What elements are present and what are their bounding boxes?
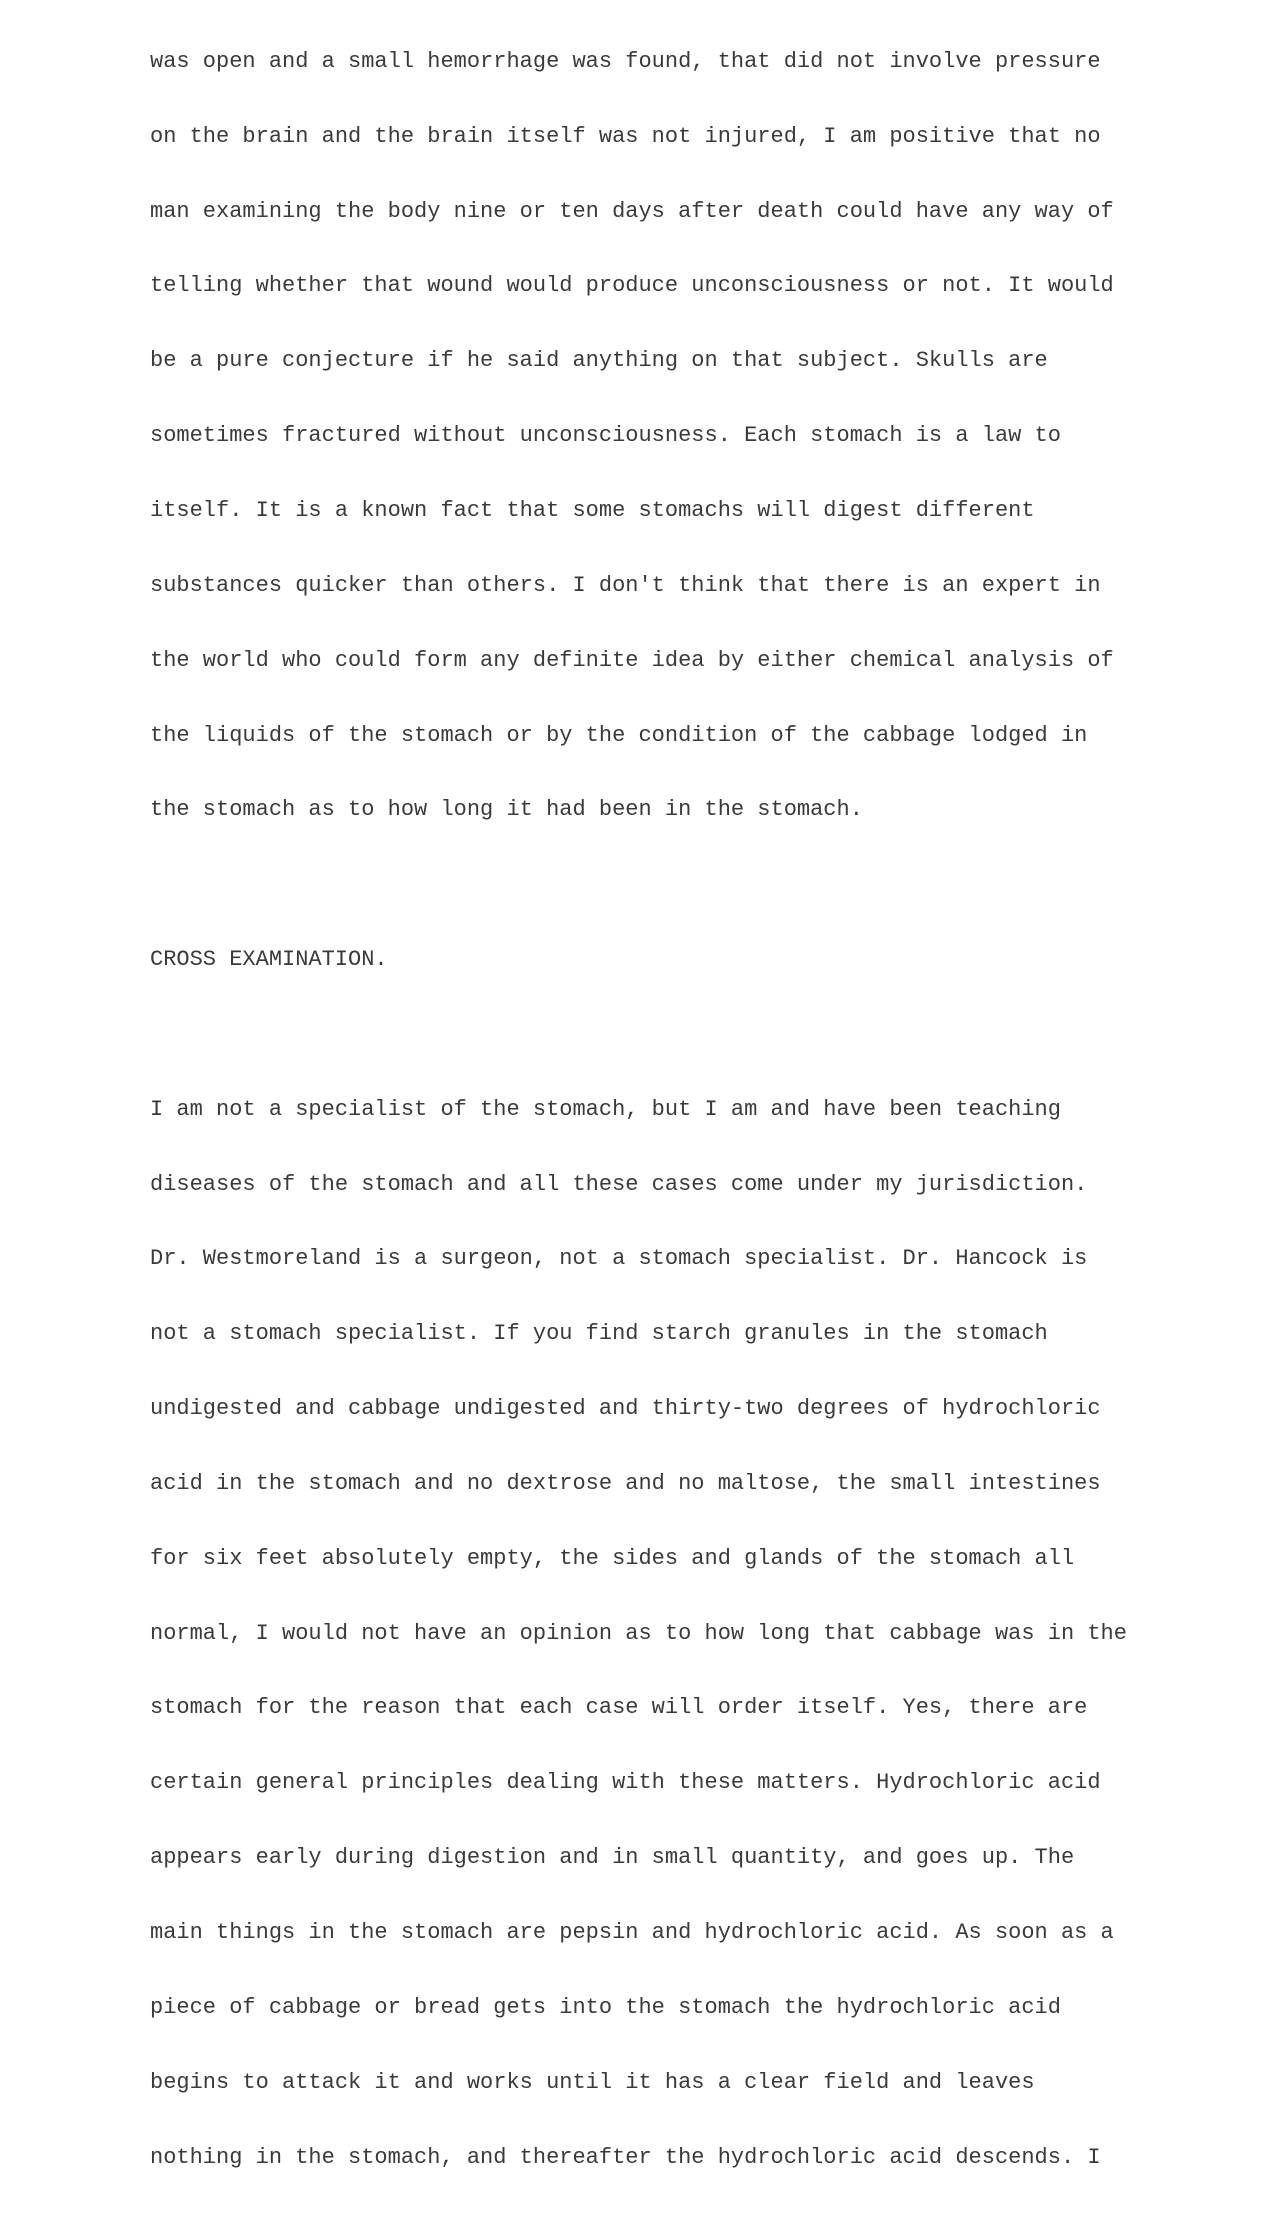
text-line: acid in the stomach and no dextrose and no maltose, the small intestines: [150, 1470, 1101, 1496]
text-line: normal, I would not have an opinion as to how long that cabbage was in the: [150, 1620, 1127, 1646]
paragraph-spacer: [150, 873, 1127, 898]
text-line: for six feet absolutely empty, the sides and glands of the stomach all: [150, 1545, 1075, 1571]
text-line: itself. It is a known fact that some stomachs will digest different: [150, 497, 1035, 523]
text-line: appears early during digestion and in small quantity, and goes up. The: [150, 1845, 1075, 1871]
text-line: man examining the body nine or ten days after death could have any way of: [150, 198, 1114, 224]
text-line: on the brain and the brain itself was not injured, I am positive that no: [150, 123, 1101, 149]
section-heading: CROSS EXAMINATION.: [150, 947, 388, 973]
paragraph-spacer: [150, 1023, 1127, 1048]
document-text: [150, 0, 1127, 2220]
text-line: diseases of the stomach and all these cases come under my jurisdiction.: [150, 1171, 1088, 1197]
text-line: stomach for the reason that each case will order itself. Yes, there are: [150, 1695, 1088, 1721]
text-line: telling whether that wound would produce unconsciousness or not. It would: [150, 273, 1114, 299]
text-line: was open and a small hemorrhage was found, that did not involve pressure: [150, 48, 1101, 74]
text-line: sometimes fractured without unconsciousness. Each stomach is a law to: [150, 423, 1061, 449]
text-line: Dr. Westmoreland is a surgeon, not a stomach specialist. Dr. Hancock is: [150, 1246, 1088, 1272]
text-line: I am not a specialist of the stomach, but I am and have been teaching: [150, 1096, 1061, 1122]
text-line: not a stomach specialist. If you find starch granules in the stomach: [150, 1321, 1048, 1347]
text-line: the liquids of the stomach or by the condition of the cabbage lodged in: [150, 722, 1088, 748]
text-line: the stomach as to how long it had been in the stomach.: [150, 797, 863, 823]
text-line: undigested and cabbage undigested and thirty-two degrees of hydrochloric: [150, 1396, 1101, 1422]
text-line: certain general principles dealing with these matters. Hydrochloric acid: [150, 1770, 1101, 1796]
text-line: the world who could form any definite idea by either chemical analysis of: [150, 647, 1114, 673]
text-line: piece of cabbage or bread gets into the stomach the hydrochloric acid: [150, 1994, 1061, 2020]
text-line: begins to attack it and works until it has a clear field and leaves: [150, 2069, 1035, 2095]
text-line: nothing in the stomach, and thereafter the hydrochloric acid descends. I: [150, 2144, 1101, 2170]
text-line: main things in the stomach are pepsin and hydrochloric acid. As soon as a: [150, 1920, 1114, 1945]
text-line: be a pure conjecture if he said anything on that subject. Skulls are: [150, 348, 1048, 374]
text-line: substances quicker than others. I don't think that there is an expert in: [150, 572, 1101, 598]
